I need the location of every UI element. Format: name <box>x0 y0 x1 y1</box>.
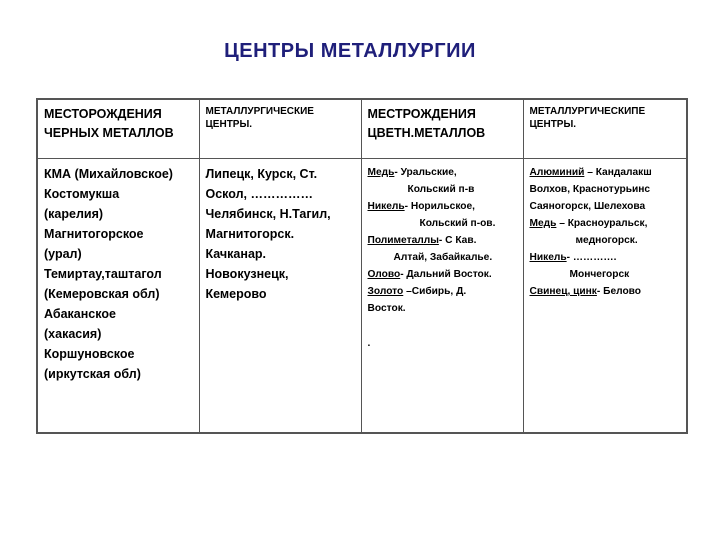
list-item: Кольский п-в <box>407 184 475 195</box>
nonferrous-deposits-cell <box>361 159 523 434</box>
list-item: Челябинск, Н.Тагил, <box>205 207 331 221</box>
list-item: . <box>367 338 371 349</box>
ferrous-centers-cell <box>199 159 361 434</box>
list-item: (Кемеровская обл) <box>44 287 160 301</box>
list-item: Золото –Сибирь, Д. <box>367 286 467 297</box>
list-item: (карелия) <box>44 207 104 221</box>
list-item: Качканар. <box>205 247 266 261</box>
header-ferrous-deposits: МЕСТОРОЖДЕНИЯ ЧЕРНЫХ МЕТАЛЛОВ <box>37 99 199 159</box>
list-item: Никель- …………. <box>529 252 617 263</box>
tin-label: Олово <box>367 269 401 280</box>
list-item: Медь- Уральские, <box>367 167 457 178</box>
list-item: Полиметаллы- С Кав. <box>367 235 477 246</box>
list-item: Коршуновское <box>44 347 135 361</box>
list-item: Костомукша <box>44 187 120 201</box>
nonferrous-centers-cell <box>523 159 687 434</box>
list-item: Абаканское <box>44 307 116 321</box>
copper-label: Медь <box>529 218 557 229</box>
list-item: Волхов, Краснотурьинс <box>529 184 651 195</box>
table-header-row <box>37 99 687 159</box>
list-item: Липецк, Курск, Ст. <box>205 167 318 181</box>
list-item: Олово- Дальний Восток. <box>367 269 492 280</box>
list-item: Свинец, цинк- Белово <box>529 286 642 297</box>
nickel-label: Никель <box>529 252 567 263</box>
polymetals-label: Полиметаллы <box>367 235 439 246</box>
metallurgy-table <box>36 98 688 434</box>
list-item: (хакасия) <box>44 327 102 341</box>
list-item: Темиртау,таштагол <box>44 267 162 281</box>
list-item: Оскол, …………… <box>205 187 313 201</box>
list-item: Новокузнецк, <box>205 267 289 281</box>
aluminium-label: Алюминий <box>529 167 585 178</box>
copper-label: Медь <box>367 167 395 178</box>
page-title: ЦЕНТРЫ МЕТАЛЛУРГИИ <box>224 40 476 62</box>
list-item: Кольский п-ов. <box>419 218 496 229</box>
list-item: КМА (Михайловское) <box>44 167 173 181</box>
gold-label: Золото <box>367 286 404 297</box>
nickel-label: Никель <box>367 201 405 212</box>
header-nonferrous-centers: МЕТАЛЛУРГИЧЕСКИПЕ ЦЕНТРЫ. <box>523 99 687 159</box>
list-item: (иркутская обл) <box>44 367 141 381</box>
table-row <box>37 159 687 434</box>
list-item: Алтай, Забайкалье. <box>393 252 493 263</box>
header-ferrous-centers: МЕТАЛЛУРГИЧЕСКИЕ ЦЕНТРЫ. <box>199 99 361 159</box>
list-item: Медь – Красноуральск, <box>529 218 648 229</box>
list-item: Саяногорск, Шелехова <box>529 201 646 212</box>
list-item: Магнитогорское <box>44 227 144 241</box>
list-item: Магнитогорск. <box>205 227 295 241</box>
header-nonferrous-deposits: МЕСТРОЖДЕНИЯ ЦВЕТН.МЕТАЛЛОВ <box>361 99 523 159</box>
lead-zinc-label: Свинец, цинк <box>529 286 597 297</box>
list-item: Кемерово <box>205 287 267 301</box>
list-item: Алюминий – Кандалакш <box>529 167 652 178</box>
ferrous-deposits-cell <box>37 159 199 434</box>
list-item: медногорск. <box>575 235 638 246</box>
list-item: (урал) <box>44 247 82 261</box>
list-item: Восток. <box>367 303 406 314</box>
list-item: Никель- Норильское, <box>367 201 475 212</box>
list-item: Мончегорск <box>569 269 630 280</box>
